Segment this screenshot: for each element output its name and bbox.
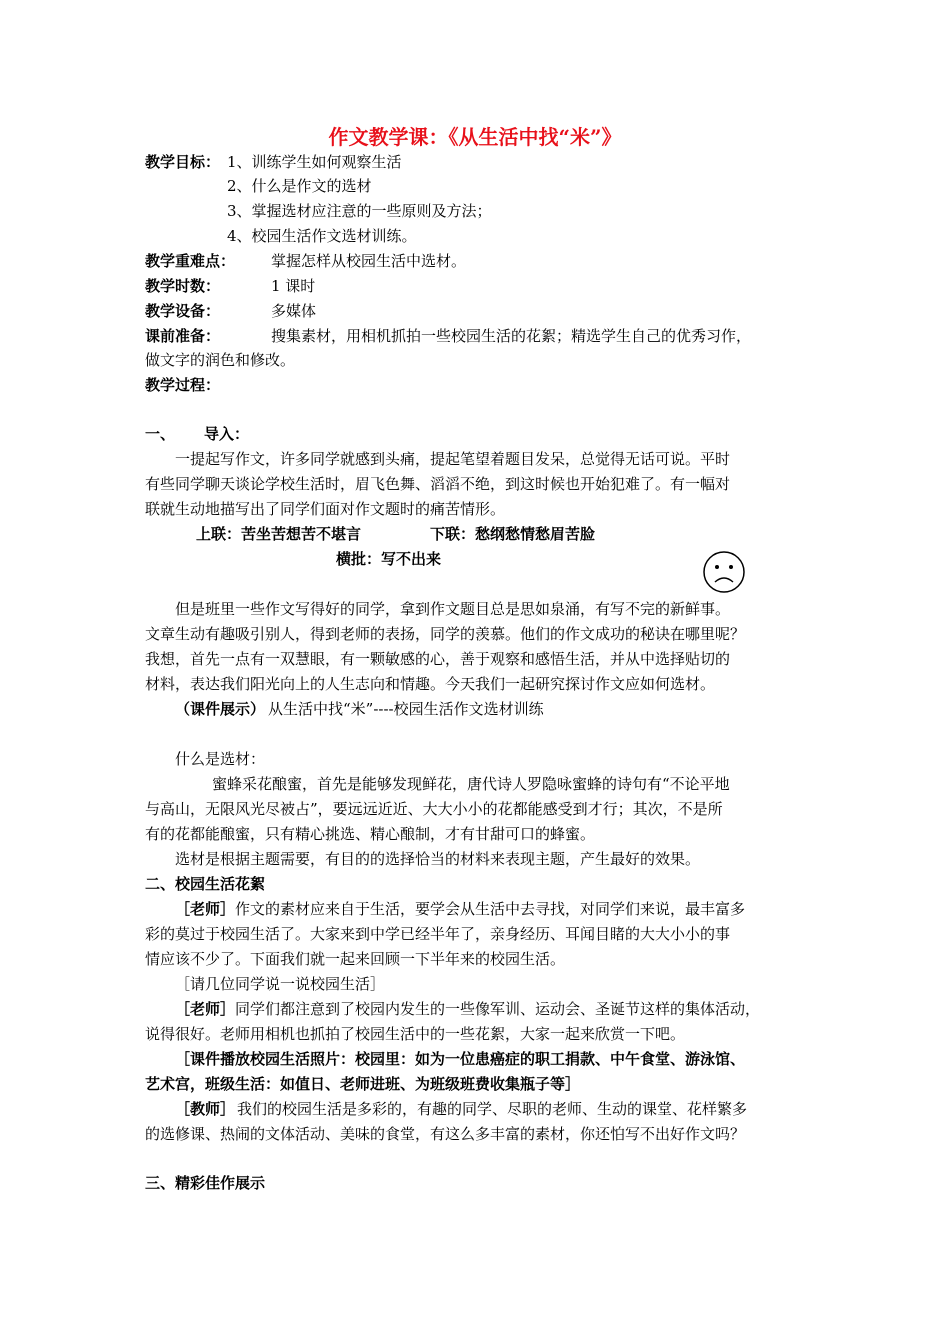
courseware-text: 从生活中找“米”----校园生活作文选材训练: [268, 700, 544, 718]
objective-item: 1、训练学生如何观察生活: [227, 153, 402, 171]
paragraph-line: 选材是根据主题需要，有目的的选择恰当的材料来表现主题，产生最好的效果。: [175, 850, 701, 868]
teacher-label: ［教师］: [175, 1100, 236, 1118]
page-title: 作文教学课：《从生活中找“米”》: [328, 125, 622, 149]
section-heading: 三、精彩佳作展示: [145, 1174, 266, 1192]
courseware-label: （课件展示）: [175, 700, 266, 718]
equipment-label: 教学设备：: [145, 302, 221, 320]
objective-item: 4、校园生活作文选材训练。: [227, 227, 417, 245]
paragraph-line: 有的花都能酿蜜，只有精心挑选、精心酿制，才有甘甜可口的蜂蜜。: [145, 825, 596, 843]
prep-value: 搜集素材，用相机抓拍一些校园生活的花絮；精选学生自己的优秀习作，: [271, 327, 752, 345]
paragraph-line: 作文的素材应来自于生活，要学会从生活中去寻找，对同学们来说，最丰富多: [235, 900, 746, 918]
paragraph-line: 材料，表达我们阳光向上的人生志向和情趣。今天我们一起研究探讨作文应如何选材。: [145, 675, 716, 693]
paragraph-line: 同学们都注意到了校园内发生的一些像军训、运动会、圣诞节这样的集体活动，: [235, 1000, 761, 1018]
section-number: 一、: [145, 425, 176, 443]
teacher-label: ［老师］: [175, 900, 236, 918]
section-heading: 导入：: [204, 425, 250, 443]
couplet-lower: 下联：愁纲愁情愁眉苦脸: [430, 525, 596, 543]
paragraph-line: 情应该不少了。下面我们就一起来回顾一下半年来的校园生活。: [145, 950, 566, 968]
paragraph-line: 的选修课、热闹的文体活动、美味的食堂，有这么多丰富的素材，你还怕写不出好作文吗？: [145, 1125, 746, 1143]
paragraph-line: 我们的校园生活是多彩的，有趣的同学、尽职的老师、生动的课堂、花样繁多: [237, 1100, 748, 1118]
paragraph-line: 联就生动地描写出了同学们面对作文题时的痛苦情形。: [145, 500, 506, 518]
paragraph-line: 彩的莫过于校园生活了。大家来到中学已经半年了，亲身经历、耳闻目睹的大大小小的事: [145, 925, 731, 943]
objective-item: 2、什么是作文的选材: [227, 177, 372, 195]
process-label: 教学过程：: [145, 376, 221, 394]
objectives-label: 教学目标：: [145, 153, 221, 171]
sad-face-icon: [702, 550, 746, 594]
prep-value-cont: 做文字的润色和修改。: [145, 351, 296, 369]
objective-item: 3、掌握选材应注意的一些原则及方法；: [227, 202, 492, 220]
paragraph-line: 但是班里一些作文写得好的同学，拿到作文题目总是思如泉涌，有写不完的新鲜事。: [175, 600, 731, 618]
equipment-value: 多媒体: [271, 302, 317, 320]
section-heading: 二、校园生活花絮: [145, 875, 266, 893]
paragraph-line: 说得很好。老师用相机也抓拍了校园生活中的一些花絮，大家一起来欣赏一下吧。: [145, 1025, 686, 1043]
what-is-selection-label: 什么是选材：: [175, 750, 266, 768]
hours-label: 教学时数：: [145, 277, 221, 295]
slides-note: 艺术宫，班级生活：如值日、老师进班、为班级班费收集瓶子等］: [145, 1075, 581, 1093]
paragraph-line: 有些同学聊天谈论学校生活时，眉飞色舞、滔滔不绝，到这时候也开始犯难了。有一幅对: [145, 475, 731, 493]
prep-label: 课前准备：: [145, 327, 221, 345]
hours-value: 1 课时: [271, 277, 316, 295]
paragraph-line: 一提起写作文，许多同学就感到头痛，提起笔望着题目发呆，总觉得无话可说。平时: [175, 450, 731, 468]
teacher-label: ［老师］: [175, 1000, 236, 1018]
paragraph-line: 我想，首先一点有一双慧眼，有一颗敏感的心，善于观察和感悟生活，并从中选择贴切的: [145, 650, 731, 668]
key-points-label: 教学重难点：: [145, 252, 236, 270]
key-points-value: 掌握怎样从校园生活中选材。: [271, 252, 467, 270]
paragraph-line: 文章生动有趣吸引别人，得到老师的表扬，同学的羡慕。他们的作文成功的秘诀在哪里呢？: [145, 625, 746, 643]
couplet-horizontal: 横批：写不出来: [336, 550, 442, 568]
paragraph-line: 与高山，无限风光尽被占”，要远远近近、大大小小的花都能感受到才行；其次，不是所: [145, 800, 723, 818]
couplet-upper: 上联：苦坐苦想苦不堪言: [196, 525, 362, 543]
classroom-note: ［请几位同学说一说校园生活］: [175, 975, 386, 993]
slides-note: ［课件播放校园生活照片：校园里：如为一位患癌症的职工捐款、中午食堂、游泳馆、: [175, 1050, 746, 1068]
paragraph-line: 蜜蜂采花酿蜜，首先是能够发现鲜花，唐代诗人罗隐咏蜜蜂的诗句有“不论平地: [212, 775, 730, 793]
